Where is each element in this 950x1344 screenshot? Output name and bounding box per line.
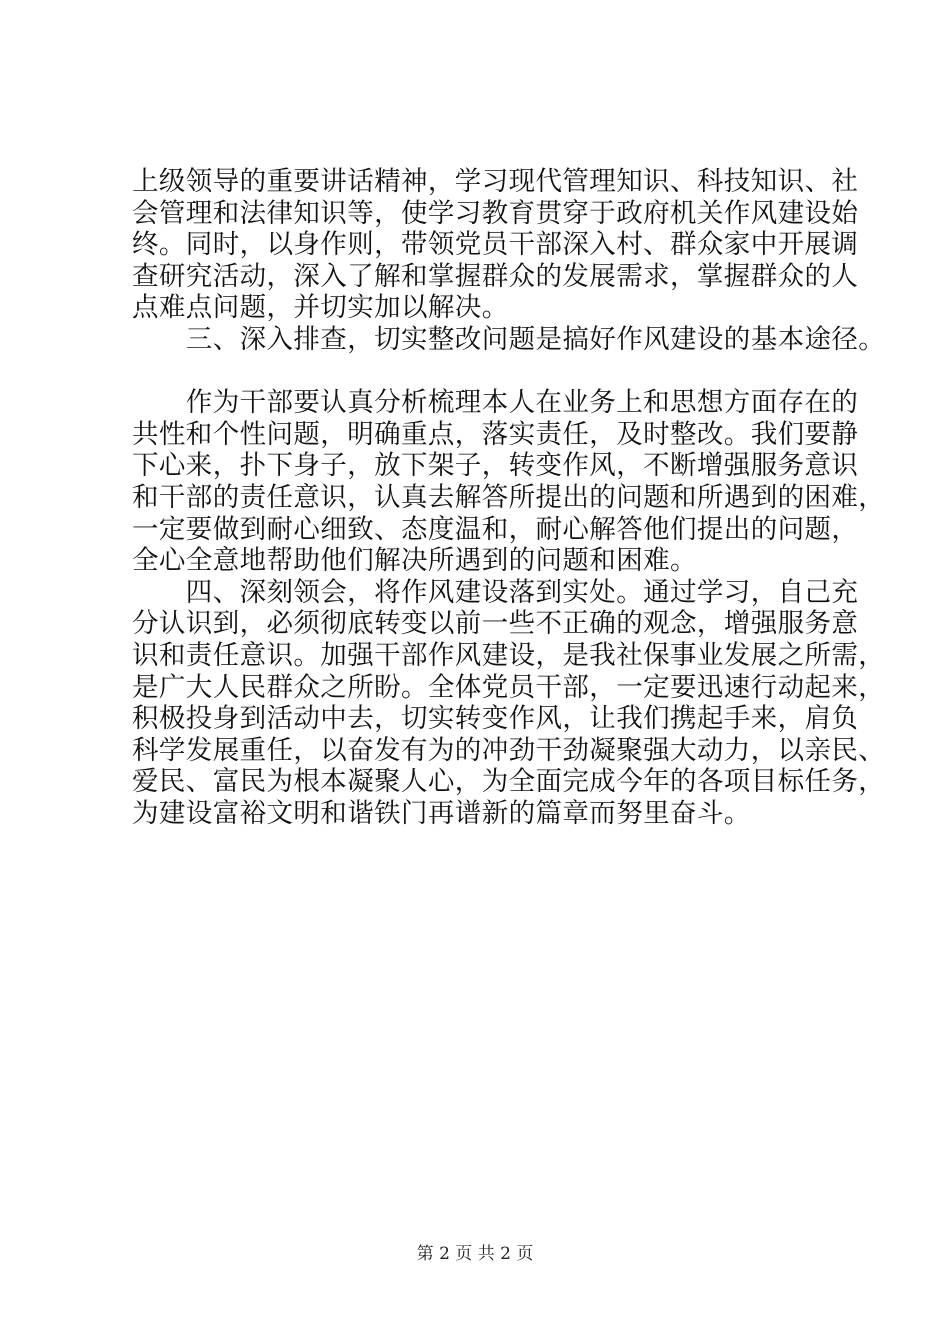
text-line: 和干部的责任意识，认真去解答所提出的问题和所遇到的困难，	[132, 481, 886, 513]
text-line: 爱民、富民为根本凝聚人心，为全面完成今年的各项目标任务，	[132, 766, 886, 798]
text-line: 科学发展重任，以奋发有为的冲劲干劲凝聚强大动力，以亲民、	[132, 734, 886, 766]
text-line: 是广大人民群众之所盼。全体党员干部，一定要迅速行动起来，	[132, 671, 886, 703]
page-number-footer: 第 2 页 共 2 页	[416, 1244, 534, 1264]
text-line: 全心全意地帮助他们解决所遇到的问题和困难。	[132, 545, 697, 577]
text-line: 为建设富裕文明和谐铁门再谱新的篇章而努里奋斗。	[132, 797, 751, 829]
text-line: 积极投身到活动中去，切实转变作风，让我们携起手来，肩负	[132, 703, 859, 735]
document-body	[132, 166, 886, 829]
text-line: 点难点问题，并切实加以解决。	[132, 292, 509, 324]
text-line: 会管理和法律知识等，使学习教育贯穿于政府机关作风建设始	[132, 197, 859, 229]
text-line: 一定要做到耐心细致、态度温和，耐心解答他们提出的问题，	[132, 513, 859, 545]
text-line: 分认识到，必须彻底转变以前一些不正确的观念，增强服务意	[132, 608, 859, 640]
section-heading-four: 四、深刻领会，将作风建设落到实处。通过学习，自己充	[132, 576, 859, 608]
text-line: 终。同时，以身作则，带领党员干部深入村、群众家中开展调	[132, 229, 859, 261]
text-line: 上级领导的重要讲话精神，学习现代管理知识、科技知识、社	[132, 166, 859, 197]
section-heading-three: 三、深入排查，切实整改问题是搞好作风建设的基本途径。	[132, 323, 886, 355]
paragraph-gap	[132, 356, 852, 388]
text-line: 共性和个性问题，明确重点，落实责任，及时整改。我们要静	[132, 418, 859, 450]
text-line: 下心来，扑下身子，放下架子，转变作风，不断增强服务意识	[132, 450, 859, 482]
text-line: 查研究活动，深入了解和掌握群众的发展需求，掌握群众的人	[132, 260, 859, 292]
text-line: 作为干部要认真分析梳理本人在业务上和思想方面存在的	[132, 387, 859, 419]
text-line: 识和责任意识。加强干部作风建设，是我社保事业发展之所需，	[132, 639, 886, 671]
